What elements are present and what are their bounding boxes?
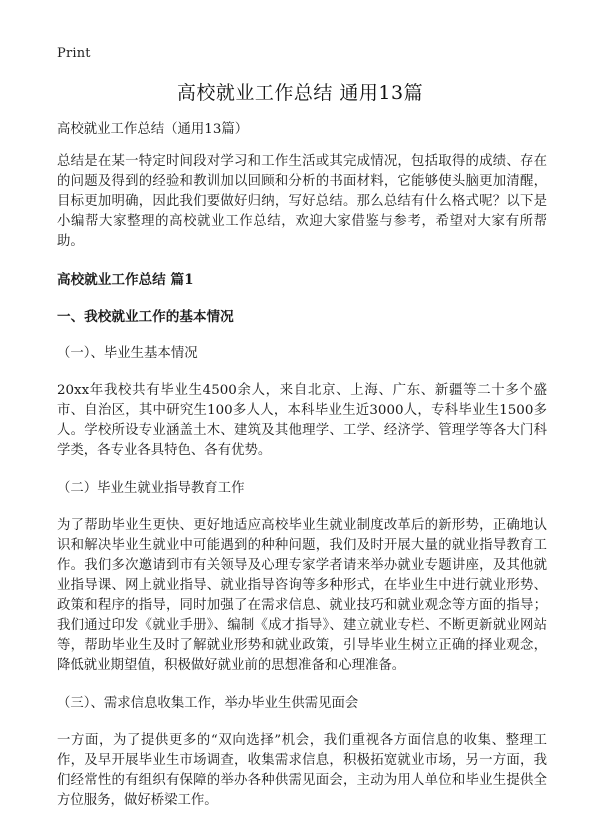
document-subtitle: 高校就业工作总结（通用13篇） (57, 122, 249, 137)
subsection-body-3: 一方面，为了提供更多的“双向选择”机会，我们重视各方面信息的收集、整理工作，及早开展毕业生市场调查，收集需求信息，积极拓宽就业市场，另一方面，我们经常性的有组织有保障的举办各种供需见面会，主动为用人单位和毕业生提供全方位服务，做好桥梁工作。 (57, 733, 547, 808)
subsection-heading-3: （三）、需求信息收集工作，举办毕业生供需见面会 (57, 696, 359, 711)
document-body (57, 120, 547, 829)
intro-paragraph: 总结是在某一特定时间段对学习和工作生活或其完成情况，包括取得的成绩、存在的问题及得到的经验和教训加以回顾和分析的书面材料，它能够使头脑更加清醒，目标更加明确，因此我们要做好归纳，写好总结。那么总结有什么格式呢？以下是小编帮大家整理的高校就业工作总结，欢迎大家借鉴与参考，希望对大家有所帮助。 (57, 154, 547, 249)
print-label[interactable]: Print (57, 46, 91, 61)
subsection-heading-2: （二）毕业生就业指导教育工作 (57, 481, 245, 496)
subsection-heading-1: （一）、毕业生基本情况 (57, 346, 198, 361)
article-heading: 高校就业工作总结 篇1 (57, 272, 194, 288)
section-heading: 一、我校就业工作的基本情况 (57, 309, 234, 325)
subsection-body-2: 为了帮助毕业生更快、更好地适应高校毕业生就业制度改革后的新形势，正确地认识和解决毕业生就业中可能遇到的种种问题，我们及时开展大量的就业指导教育工作。我们多次邀请到市有关领导及心理专家学者请来举办就业专题讲座，及其他就业指导课、网上就业指导、就业指导咨询等多种形式，在毕业生中进行就业形势、政策和程序的指导，同时加强了在需求信息、就业技巧和就业观念等方面的指导；我们通过印发《就业手册》、编制《成才指导》、建立就业专栏、不断更新就业网站等，帮助毕业生及时了解就业形势和就业政策，引导毕业生树立正确的择业观念，降低就业期望值，积极做好就业前的思想准备和心理准备。 (57, 518, 547, 673)
page-title: 高校就业工作总结 通用13篇 (176, 82, 424, 104)
subsection-body-1: 20xx年我校共有毕业生4500余人，来自北京、上海、广东、新疆等二十多个盛市、自治区，其中研究生100多人人，本科毕业生近3000人，专科毕业生1500多人。学校所设专业涵盖土木、建筑及其他理学、工学、经济学、管理学等各大门科学类，各专业各具特色、各有优势。 (57, 383, 547, 458)
